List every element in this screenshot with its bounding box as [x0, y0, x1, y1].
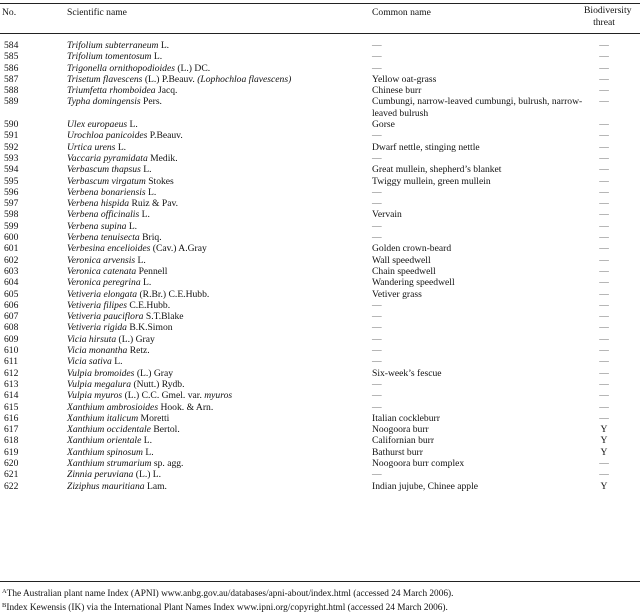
genus-species: Triumfetta rhomboidea [67, 85, 156, 97]
header-threat-line2: threat [593, 17, 615, 28]
row-number: 617 [4, 424, 19, 436]
row-number: 607 [4, 311, 19, 323]
authority: B.K.Simon [126, 322, 173, 334]
footnote-a-mark: A [2, 588, 7, 595]
row-number: 592 [4, 141, 19, 153]
scientific-name [67, 255, 146, 266]
authority: Stokes [145, 175, 174, 187]
biodiversity-threat: Y [600, 435, 608, 447]
common-name: — [372, 232, 382, 244]
authority: Ruiz & Pav. [129, 198, 179, 210]
table-row [0, 481, 640, 492]
scientific-name [67, 96, 162, 107]
table-row [0, 243, 640, 254]
biodiversity-threat: — [599, 40, 609, 51]
table-row [0, 345, 640, 356]
common-name: — [372, 40, 382, 51]
footnote-b [2, 600, 448, 614]
row-number: 615 [4, 401, 19, 413]
common-name: — [372, 51, 382, 63]
table-row [0, 130, 640, 141]
header-scientific-name: Scientific name [67, 7, 127, 18]
header-common-name: Common name [372, 7, 431, 18]
synonym: (Lophochloa flavescens) [197, 73, 292, 85]
synonym: myuros [204, 390, 233, 402]
footnote-b-mark: B [2, 602, 7, 609]
row-number: 593 [4, 152, 19, 164]
genus-species: Vicia sativa [67, 356, 112, 368]
scientific-name [67, 300, 170, 311]
genus-species: Veronica peregrina [67, 277, 141, 289]
row-number: 598 [4, 209, 19, 221]
genus-species: Verbascum virgatum [67, 175, 146, 187]
table-row [0, 198, 640, 209]
scientific-name [67, 322, 173, 333]
genus-species: Xanthium orientale [67, 435, 142, 447]
scientific-name [67, 289, 209, 300]
common-name: — [372, 469, 382, 481]
scientific-name [67, 164, 152, 175]
row-number: 597 [4, 198, 19, 210]
scientific-name [67, 209, 150, 220]
table-row [0, 402, 640, 413]
scientific-name [67, 243, 207, 254]
genus-species: Xanthium strumarium [67, 457, 152, 469]
scientific-name [67, 232, 162, 243]
scientific-name [67, 221, 137, 232]
table-row [0, 119, 640, 130]
biodiversity-threat: — [599, 130, 609, 142]
common-name: Californian burr [372, 435, 435, 447]
biodiversity-threat: — [599, 333, 609, 345]
scientific-name [67, 469, 161, 480]
row-number: 601 [4, 243, 19, 255]
genus-species: Urochloa panicoides [67, 130, 148, 142]
common-name: — [372, 356, 382, 368]
common-name: — [372, 198, 382, 210]
biodiversity-threat: — [599, 141, 609, 153]
header-rule [0, 33, 640, 34]
authority: Pennell [136, 265, 168, 277]
common-name: — [372, 390, 382, 402]
common-name: — [372, 311, 382, 323]
genus-species: Vetiveria rigida [67, 322, 127, 334]
authority: Bertol. [150, 424, 180, 436]
scientific-name [67, 51, 162, 62]
authority: (L.) L. [133, 469, 162, 481]
common-name: Bathurst burr [372, 446, 423, 458]
genus-species: Vicia monantha [67, 345, 128, 357]
table-row [0, 85, 640, 96]
genus-species: Verbena supina [67, 220, 127, 232]
biodiversity-threat: — [599, 254, 609, 266]
biodiversity-threat: Y [600, 480, 608, 492]
authority: Briq. [139, 232, 162, 244]
table-row [0, 176, 640, 187]
authority: Lam. [144, 480, 167, 492]
authority: S.T.Blake [143, 311, 184, 323]
row-number: 621 [4, 469, 19, 481]
row-number: 603 [4, 265, 19, 277]
authority: (L.) Gray [116, 333, 155, 345]
scientific-name [67, 142, 126, 153]
row-number: 619 [4, 446, 19, 458]
scientific-name [67, 356, 123, 367]
scientific-name [67, 198, 178, 209]
biodiversity-threat: Y [600, 446, 608, 458]
authority: L. [158, 40, 170, 51]
genus-species: Verbena hispida [67, 198, 130, 210]
biodiversity-threat: — [599, 345, 609, 357]
biodiversity-threat: — [599, 401, 609, 413]
table-row [0, 232, 640, 243]
common-name: — [372, 345, 382, 357]
row-number: 584 [4, 40, 19, 51]
header-no: No. [2, 7, 17, 18]
authority: (L.) DC. [174, 62, 211, 74]
biodiversity-threat: — [599, 299, 609, 311]
row-number: 605 [4, 288, 19, 300]
common-name: — [372, 220, 382, 232]
common-name: Golden crown-beard [372, 243, 452, 255]
header-threat-line1: Biodiversity [584, 5, 632, 16]
authority: Pers. [140, 96, 162, 108]
table-row [0, 413, 640, 424]
authority: L. [115, 141, 127, 153]
row-number: 587 [4, 73, 19, 85]
row-number: 600 [4, 232, 19, 244]
common-name: — [372, 130, 382, 142]
scientific-name [67, 277, 151, 288]
biodiversity-threat: — [599, 322, 609, 334]
row-number: 589 [4, 96, 19, 108]
authority: L. [135, 254, 146, 266]
common-name: Vetiver grass [372, 288, 422, 300]
common-name: — [372, 401, 382, 413]
footnote-a [2, 586, 453, 600]
biodiversity-threat: — [599, 96, 609, 108]
table-row [0, 96, 640, 119]
table-row [0, 447, 640, 458]
biodiversity-threat: — [599, 378, 609, 390]
biodiversity-threat: — [599, 265, 609, 277]
table-row [0, 74, 640, 85]
row-number: 594 [4, 164, 19, 176]
common-name: Twiggy mullein, green mullein [372, 175, 491, 187]
biodiversity-threat: — [599, 367, 609, 379]
authority: Moretti [138, 412, 170, 424]
biodiversity-threat: — [599, 220, 609, 232]
row-number: 620 [4, 457, 19, 469]
scientific-name [67, 447, 154, 458]
table-row [0, 289, 640, 300]
row-number: 622 [4, 480, 19, 492]
biodiversity-threat: — [599, 119, 609, 131]
table-row [0, 368, 640, 379]
common-name: — [372, 378, 382, 390]
table-row [0, 379, 640, 390]
row-number: 586 [4, 62, 19, 74]
biodiversity-threat: — [599, 412, 609, 424]
table-row [0, 390, 640, 401]
genus-species: Trigonella ornithopodioides [67, 62, 175, 74]
common-name: Gorse [372, 119, 395, 131]
table-row [0, 300, 640, 311]
genus-species: Xanthium ambrosioides [67, 401, 159, 413]
biodiversity-threat: — [599, 457, 609, 469]
scientific-name [67, 424, 180, 435]
table-row [0, 424, 640, 435]
authority: (L.) Gray [134, 367, 174, 379]
scientific-name [67, 379, 185, 390]
scientific-name [67, 402, 213, 413]
biodiversity-threat: — [599, 209, 609, 221]
row-number: 602 [4, 254, 19, 266]
scientific-name [67, 413, 169, 424]
row-number: 595 [4, 175, 19, 187]
row-number: 616 [4, 412, 19, 424]
authority: sp. agg. [151, 457, 184, 469]
common-name: Great mullein, shepherd’s blanket [372, 164, 502, 176]
genus-species: Verbascum thapsus [67, 164, 141, 176]
scientific-name [67, 266, 167, 277]
table-row [0, 311, 640, 322]
scientific-name [67, 311, 184, 322]
row-number: 591 [4, 130, 19, 142]
authority: Medik. [147, 152, 178, 164]
biodiversity-threat: — [599, 51, 609, 63]
table-body [0, 40, 640, 492]
footnote-b-text: Index Kewensis (IK) via the International Plant Names Index www.ipni.org/copyright.html (accessed 24 March 2006). [6, 603, 448, 613]
biodiversity-threat: — [599, 73, 609, 85]
common-name: Noogoora burr complex [372, 457, 465, 469]
authority: (L.) P.Beauv. [142, 73, 198, 85]
common-name: — [372, 186, 382, 198]
genus-species: Vetiveria pauciflora [67, 311, 144, 323]
scientific-name [67, 119, 138, 130]
biodiversity-threat: — [599, 198, 609, 210]
common-name: Italian cockleburr [372, 412, 440, 424]
row-number: 604 [4, 277, 19, 289]
scientific-name [67, 435, 152, 446]
scientific-name [67, 334, 155, 345]
genus-species: Trifolium tomentosum [67, 51, 152, 63]
genus-species: Veronica arvensis [67, 254, 136, 266]
common-name: Cumbungi, narrow-leaved cumbungi, bulrush, narrow-leaved bulrush [372, 96, 583, 119]
authority: Retz. [127, 345, 150, 357]
scientific-name [67, 390, 232, 401]
row-number: 609 [4, 333, 19, 345]
genus-species: Ziziphus mauritiana [67, 480, 145, 492]
authority: P.Beauv. [147, 130, 183, 142]
biodiversity-threat: — [599, 243, 609, 255]
biodiversity-threat: — [599, 232, 609, 244]
authority: (Cav.) A.Gray [150, 243, 207, 255]
common-name: — [372, 322, 382, 334]
genus-species: Vicia hirsuta [67, 333, 117, 345]
genus-species: Vulpia bromoides [67, 367, 135, 379]
biodiversity-threat: — [599, 186, 609, 198]
row-number: 606 [4, 299, 19, 311]
authority: L. [126, 220, 138, 232]
genus-species: Vaccaria pyramidata [67, 152, 148, 164]
row-number: 613 [4, 378, 19, 390]
genus-species: Trisetum flavescens [67, 73, 143, 85]
genus-species: Verbesina encelioides [67, 243, 151, 255]
biodiversity-threat: — [599, 390, 609, 402]
authority: L. [127, 119, 138, 131]
biodiversity-threat: — [599, 175, 609, 187]
row-number: 612 [4, 367, 19, 379]
authority: L. [142, 446, 154, 458]
scientific-name [67, 187, 156, 198]
table-row [0, 277, 640, 288]
common-name: Yellow oat-grass [372, 73, 437, 85]
common-name: Indian jujube, Chinee apple [372, 480, 479, 492]
genus-species: Trifolium subterraneum [67, 40, 159, 51]
scientific-name [67, 40, 169, 51]
genus-species: Ulex europaeus [67, 119, 128, 131]
row-number: 599 [4, 220, 19, 232]
authority: Jacq. [155, 85, 178, 97]
authority: (Nutt.) Rydb. [131, 378, 185, 390]
genus-species: Veronica catenata [67, 265, 137, 277]
table-row [0, 153, 640, 164]
table-row [0, 63, 640, 74]
table-row [0, 435, 640, 446]
biodiversity-threat: — [599, 152, 609, 164]
common-name: — [372, 299, 382, 311]
scientific-name [67, 63, 210, 74]
authority: Hook. & Arn. [158, 401, 214, 413]
genus-species: Vulpia myuros [67, 390, 123, 402]
authority: L. [141, 435, 153, 447]
row-number: 614 [4, 390, 19, 402]
biodiversity-threat: Y [600, 424, 608, 436]
biodiversity-threat: — [599, 288, 609, 300]
biodiversity-threat: — [599, 85, 609, 97]
genus-species: Verbena officinalis [67, 209, 140, 221]
authority: L. [140, 164, 152, 176]
biodiversity-threat: — [599, 277, 609, 289]
row-number: 585 [4, 51, 19, 63]
table-row [0, 209, 640, 220]
authority: L. [145, 186, 157, 198]
scientific-name [67, 130, 183, 141]
common-name: Chinese burr [372, 85, 422, 97]
table-row [0, 164, 640, 175]
table-row [0, 40, 640, 51]
table-row [0, 334, 640, 345]
authority: C.E.Hubb. [126, 299, 171, 311]
row-number: 608 [4, 322, 19, 334]
genus-species: Xanthium italicum [67, 412, 139, 424]
row-number: 618 [4, 435, 19, 447]
authority: L. [140, 277, 152, 289]
common-name: Wall speedwell [372, 254, 431, 266]
common-name: Wandering speedwell [372, 277, 455, 289]
footnote-a-text: The Australian plant name Index (APNI) www.anbg.gov.au/databases/apni-about/index.html (accessed 24 March 2006). [6, 589, 454, 599]
table-row [0, 221, 640, 232]
scientific-name [67, 153, 178, 164]
authority: L. [139, 209, 150, 221]
row-number: 610 [4, 345, 19, 357]
genus-species: Zinnia peruviana [67, 469, 134, 481]
common-name: — [372, 62, 382, 74]
biodiversity-threat: — [599, 311, 609, 323]
table-row [0, 142, 640, 153]
row-number: 596 [4, 186, 19, 198]
row-number: 588 [4, 85, 19, 97]
table-row [0, 187, 640, 198]
genus-species: Vetiveria filipes [67, 299, 127, 311]
table-row [0, 322, 640, 333]
table-row [0, 356, 640, 367]
authority: L. [151, 51, 163, 63]
genus-species: Verbena bonariensis [67, 186, 146, 198]
common-name: — [372, 152, 382, 164]
scientific-name [67, 481, 167, 492]
common-name: Chain speedwell [372, 265, 436, 277]
authority: (L.) C.C. Gmel. var. [122, 390, 205, 402]
biodiversity-threat: — [599, 469, 609, 481]
genus-species: Urtica urens [67, 141, 116, 153]
row-number: 590 [4, 119, 19, 131]
table-row [0, 255, 640, 266]
scientific-name [67, 458, 183, 469]
genus-species: Xanthium spinosum [67, 446, 143, 458]
genus-species: Verbena tenuisecta [67, 232, 140, 244]
genus-species: Xanthium occidentale [67, 424, 151, 436]
scientific-name [67, 176, 174, 187]
header-biodiversity-threat [584, 5, 634, 29]
genus-species: Vulpia megalura [67, 378, 132, 390]
scientific-name [67, 368, 173, 379]
table-bottom-rule [0, 581, 640, 582]
biodiversity-threat: — [599, 62, 609, 74]
common-name: Six-week’s fescue [372, 367, 442, 379]
scientific-name [67, 85, 177, 96]
common-name: Vervain [372, 209, 402, 221]
table-row [0, 266, 640, 277]
common-name: Dwarf nettle, stinging nettle [372, 141, 480, 153]
table-row [0, 458, 640, 469]
authority: L. [111, 356, 123, 368]
genus-species: Vetiveria elongata [67, 288, 138, 300]
common-name: — [372, 333, 382, 345]
common-name: Noogoora burr [372, 424, 429, 436]
scientific-name [67, 345, 150, 356]
row-number: 611 [4, 356, 19, 368]
authority: (R.Br.) C.E.Hubb. [137, 288, 210, 300]
table-row [0, 469, 640, 480]
biodiversity-threat: — [599, 164, 609, 176]
genus-species: Typha domingensis [67, 96, 141, 108]
table-top-rule [0, 3, 640, 4]
scientific-name [67, 74, 291, 85]
table-row [0, 51, 640, 62]
biodiversity-threat: — [599, 356, 609, 368]
